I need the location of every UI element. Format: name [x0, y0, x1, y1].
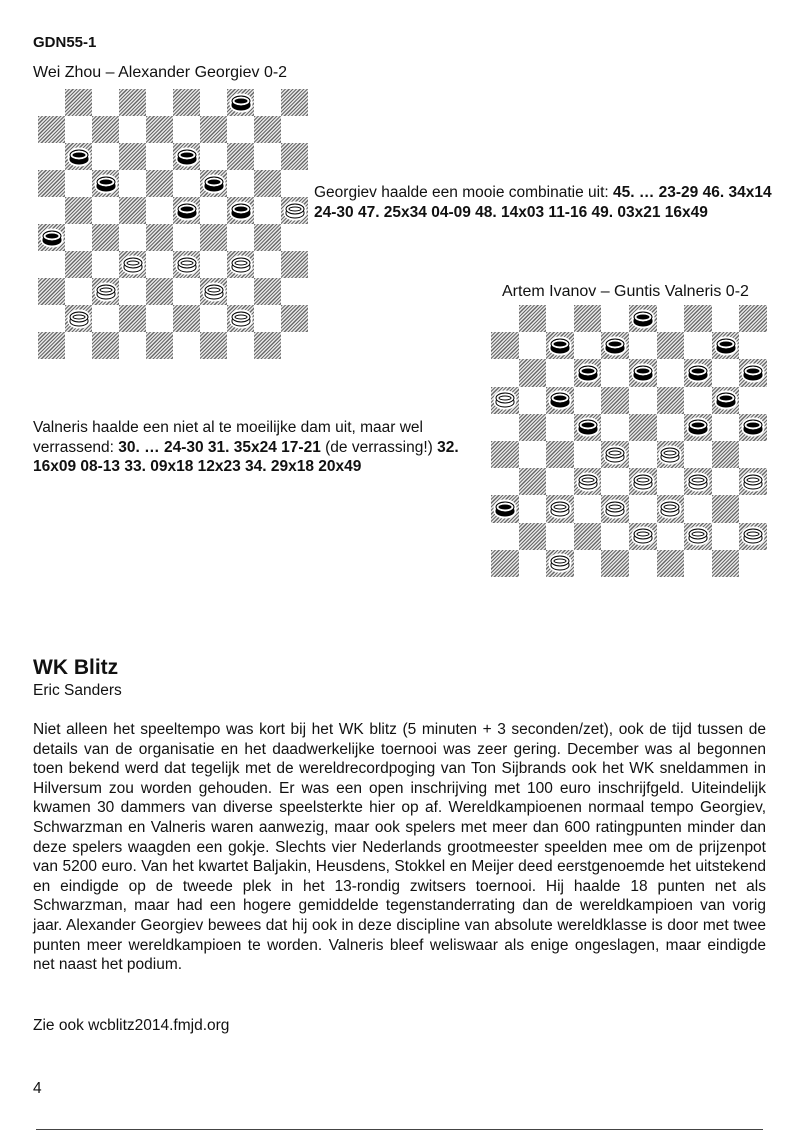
- light-square: [629, 495, 657, 522]
- dark-square: [601, 495, 629, 522]
- light-square: [657, 359, 685, 386]
- dark-square: [200, 332, 227, 359]
- white-piece-icon: [177, 257, 196, 272]
- dark-square: [119, 305, 146, 332]
- light-square: [684, 332, 712, 359]
- black-piece-icon: [177, 149, 196, 164]
- light-square: [657, 523, 685, 550]
- light-square: [739, 495, 767, 522]
- game2-moves-a: 30. … 24-30 31. 35x24 17-21: [118, 438, 321, 456]
- dark-square: [684, 359, 712, 386]
- dark-square: [519, 523, 547, 550]
- light-square: [657, 305, 685, 332]
- light-square: [173, 116, 200, 143]
- dark-square: [38, 332, 65, 359]
- white-piece-icon: [495, 393, 514, 408]
- light-square: [629, 332, 657, 359]
- black-piece-icon: [204, 176, 223, 191]
- dark-square: [629, 523, 657, 550]
- dark-square: [119, 143, 146, 170]
- light-square: [65, 170, 92, 197]
- dark-square: [146, 278, 173, 305]
- light-square: [281, 224, 308, 251]
- dark-square: [119, 197, 146, 224]
- light-square: [546, 414, 574, 441]
- light-square: [684, 550, 712, 577]
- light-square: [629, 387, 657, 414]
- white-piece-icon: [123, 257, 142, 272]
- black-piece-icon: [578, 365, 597, 380]
- dark-square: [119, 251, 146, 278]
- dark-square: [491, 495, 519, 522]
- light-square: [200, 251, 227, 278]
- light-square: [92, 143, 119, 170]
- light-square: [712, 305, 740, 332]
- dark-square: [173, 251, 200, 278]
- dark-square: [173, 197, 200, 224]
- dark-square: [546, 495, 574, 522]
- article-title: WK Blitz: [33, 656, 119, 679]
- light-square: [200, 143, 227, 170]
- light-square: [65, 278, 92, 305]
- white-piece-icon: [661, 501, 680, 516]
- black-piece-icon: [177, 203, 196, 218]
- light-square: [254, 251, 281, 278]
- light-square: [519, 495, 547, 522]
- white-piece-icon: [606, 501, 625, 516]
- dark-square: [601, 387, 629, 414]
- light-square: [254, 89, 281, 116]
- light-square: [601, 414, 629, 441]
- light-square: [227, 116, 254, 143]
- light-square: [38, 305, 65, 332]
- dark-square: [546, 441, 574, 468]
- dark-square: [65, 89, 92, 116]
- dark-square: [739, 305, 767, 332]
- dark-square: [739, 359, 767, 386]
- game2-caption-mid: (de verrassing!): [320, 438, 438, 456]
- light-square: [712, 523, 740, 550]
- dark-square: [712, 441, 740, 468]
- game2-title: Artem Ivanov – Guntis Valneris 0-2: [502, 283, 749, 300]
- page-number: 4: [33, 1080, 42, 1097]
- game2-caption-intro: Valneris haalde een niet al te moeilijke dam uit, maar wel verrassend:: [33, 419, 423, 456]
- dark-square: [92, 332, 119, 359]
- dark-square: [200, 278, 227, 305]
- dark-square: [739, 414, 767, 441]
- light-square: [601, 468, 629, 495]
- dark-square: [65, 143, 92, 170]
- dark-square: [92, 278, 119, 305]
- dark-square: [227, 143, 254, 170]
- dark-square: [574, 359, 602, 386]
- light-square: [200, 197, 227, 224]
- black-piece-icon: [231, 203, 250, 218]
- light-square: [146, 197, 173, 224]
- light-square: [119, 224, 146, 251]
- dark-square: [92, 170, 119, 197]
- light-square: [92, 251, 119, 278]
- dark-square: [227, 305, 254, 332]
- black-piece-icon: [744, 365, 763, 380]
- white-piece-icon: [688, 529, 707, 544]
- light-square: [684, 441, 712, 468]
- dark-square: [574, 305, 602, 332]
- light-square: [92, 89, 119, 116]
- dark-square: [200, 116, 227, 143]
- dark-square: [146, 170, 173, 197]
- light-square: [546, 359, 574, 386]
- light-square: [173, 332, 200, 359]
- article-body: Niet alleen het speeltempo was kort bij het WK blitz (5 minuten + 3 seconden/zet), ook de tijd tussen de details van de organisatie en het daadwerkelijke toernooi was zeer gering. December was al begonnen toen bekend werd dat tegelijk met de wereldrecordpoging van Ton Sijbrands ook het WK sneldammen in Hilversum zou worden gehouden. Er was een open inschrijving met 100 euro inschrijfgeld. Uiteindelijk kwamen 30 dammers van diverse speelsterkte hier op af. Wereldkampioenen normaal tempo Georgiev, Schwarzman en Valneris waren aanwezig, maar ook spelers met meer dan 600 ratingpunten minder dan deze spelers waagden een gokje. Slechts vier Nederlands grootmeester speelden mee om de prijzenpot van 5200 euro. Van het kwartet Baljakin, Heusdens, Stokkel en Meijer deed eerstgenoemde het uitstekend en eindigde op de tweede plek in het 13-rondig zwitsers toernooi. Hij haalde 18 punten net als Schwarzman, maar had een hogere gemiddelde tegenstanderrating dan de wereldkampioen van vorig jaar. Alexander Georgiev bewees dat hij ook in deze discipline van absolute wereldklasse is door met twee punten meer wereldkampioen te worden. Valneris bleef weliswaar als enige ongeslagen, maar eindigde net naast het podium.: [33, 721, 766, 974]
- dark-square: [491, 441, 519, 468]
- light-square: [281, 332, 308, 359]
- light-square: [254, 197, 281, 224]
- article-author: Eric Sanders: [33, 682, 122, 699]
- game1-title: Wei Zhou – Alexander Georgiev 0-2: [33, 64, 288, 81]
- light-square: [519, 441, 547, 468]
- light-square: [491, 414, 519, 441]
- light-square: [92, 197, 119, 224]
- dark-square: [65, 305, 92, 332]
- dark-square: [227, 89, 254, 116]
- dark-square: [519, 359, 547, 386]
- dark-square: [574, 468, 602, 495]
- light-square: [601, 305, 629, 332]
- dark-square: [601, 550, 629, 577]
- light-square: [629, 441, 657, 468]
- light-square: [546, 305, 574, 332]
- dark-square: [38, 170, 65, 197]
- dark-square: [254, 332, 281, 359]
- dark-square: [173, 305, 200, 332]
- dark-square: [281, 143, 308, 170]
- black-piece-icon: [716, 393, 735, 408]
- dark-square: [684, 305, 712, 332]
- light-square: [491, 468, 519, 495]
- white-piece-icon: [606, 447, 625, 462]
- dark-square: [519, 468, 547, 495]
- dark-square: [601, 332, 629, 359]
- light-square: [38, 251, 65, 278]
- light-square: [684, 387, 712, 414]
- dark-square: [712, 550, 740, 577]
- light-square: [227, 170, 254, 197]
- light-square: [739, 550, 767, 577]
- black-piece-icon: [578, 420, 597, 435]
- dark-square: [739, 523, 767, 550]
- light-square: [712, 359, 740, 386]
- light-square: [254, 143, 281, 170]
- dark-square: [254, 224, 281, 251]
- dark-square: [281, 197, 308, 224]
- see-also-link[interactable]: Zie ook wcblitz2014.fmjd.org: [33, 1017, 230, 1034]
- dark-square: [92, 116, 119, 143]
- black-piece-icon: [606, 338, 625, 353]
- dark-square: [146, 116, 173, 143]
- dark-square: [657, 332, 685, 359]
- dark-square: [200, 224, 227, 251]
- light-square: [519, 332, 547, 359]
- white-piece-icon: [285, 203, 304, 218]
- dark-square: [629, 359, 657, 386]
- white-piece-icon: [550, 556, 569, 571]
- black-piece-icon: [495, 501, 514, 516]
- dark-square: [491, 550, 519, 577]
- white-piece-icon: [204, 284, 223, 299]
- game1-board: [38, 89, 308, 359]
- dark-square: [684, 468, 712, 495]
- dark-square: [574, 414, 602, 441]
- light-square: [739, 387, 767, 414]
- black-piece-icon: [96, 176, 115, 191]
- white-piece-icon: [96, 284, 115, 299]
- dark-square: [119, 89, 146, 116]
- dark-square: [65, 197, 92, 224]
- dark-square: [38, 116, 65, 143]
- dark-square: [657, 495, 685, 522]
- white-piece-icon: [578, 474, 597, 489]
- white-piece-icon: [744, 474, 763, 489]
- white-piece-icon: [550, 501, 569, 516]
- dark-square: [574, 523, 602, 550]
- black-piece-icon: [550, 393, 569, 408]
- light-square: [739, 441, 767, 468]
- light-square: [173, 224, 200, 251]
- dark-square: [546, 387, 574, 414]
- light-square: [146, 143, 173, 170]
- light-square: [227, 278, 254, 305]
- light-square: [38, 197, 65, 224]
- dark-square: [546, 550, 574, 577]
- light-square: [92, 305, 119, 332]
- white-piece-icon: [69, 311, 88, 326]
- dark-square: [491, 332, 519, 359]
- light-square: [173, 170, 200, 197]
- dark-square: [254, 278, 281, 305]
- dark-square: [684, 414, 712, 441]
- light-square: [227, 224, 254, 251]
- light-square: [657, 414, 685, 441]
- dark-square: [712, 495, 740, 522]
- light-square: [173, 278, 200, 305]
- dark-square: [173, 143, 200, 170]
- light-square: [119, 278, 146, 305]
- light-square: [146, 251, 173, 278]
- light-square: [519, 387, 547, 414]
- light-square: [281, 116, 308, 143]
- game2-moves-b: 32. 16x09 08-13 33. 09x18 12x23 34. 29x18 20x49: [33, 438, 459, 475]
- footer-rule: [36, 1129, 763, 1130]
- black-piece-icon: [716, 338, 735, 353]
- light-square: [38, 89, 65, 116]
- dark-square: [601, 441, 629, 468]
- light-square: [65, 332, 92, 359]
- light-square: [519, 550, 547, 577]
- dark-square: [38, 278, 65, 305]
- dark-square: [38, 224, 65, 251]
- white-piece-icon: [688, 474, 707, 489]
- light-square: [119, 170, 146, 197]
- black-piece-icon: [744, 420, 763, 435]
- dark-square: [146, 332, 173, 359]
- dark-square: [254, 116, 281, 143]
- dark-square: [629, 414, 657, 441]
- light-square: [712, 414, 740, 441]
- dark-square: [173, 89, 200, 116]
- light-square: [574, 550, 602, 577]
- dark-square: [254, 170, 281, 197]
- dark-square: [519, 414, 547, 441]
- dark-square: [629, 468, 657, 495]
- white-piece-icon: [744, 529, 763, 544]
- game2-caption: [33, 418, 493, 477]
- dark-square: [281, 89, 308, 116]
- black-piece-icon: [633, 365, 652, 380]
- white-piece-icon: [661, 447, 680, 462]
- document-id: GDN55-1: [33, 34, 97, 51]
- light-square: [146, 89, 173, 116]
- light-square: [146, 305, 173, 332]
- dark-square: [92, 224, 119, 251]
- light-square: [574, 387, 602, 414]
- black-piece-icon: [231, 95, 250, 110]
- game2-board: [491, 305, 767, 577]
- light-square: [657, 468, 685, 495]
- light-square: [254, 305, 281, 332]
- dark-square: [227, 197, 254, 224]
- light-square: [200, 89, 227, 116]
- light-square: [712, 468, 740, 495]
- black-piece-icon: [688, 420, 707, 435]
- game1-moves: 45. … 23-29 46. 34x14 24-30 47. 25x34 04-09 48. 14x03 11-16 49. 03x21 16x49: [314, 184, 772, 221]
- dark-square: [281, 251, 308, 278]
- game1-caption: [314, 183, 784, 222]
- black-piece-icon: [69, 149, 88, 164]
- dark-square: [657, 441, 685, 468]
- dark-square: [657, 387, 685, 414]
- light-square: [281, 278, 308, 305]
- light-square: [119, 116, 146, 143]
- dark-square: [712, 332, 740, 359]
- dark-square: [546, 332, 574, 359]
- light-square: [38, 143, 65, 170]
- dark-square: [227, 251, 254, 278]
- light-square: [546, 523, 574, 550]
- dark-square: [739, 468, 767, 495]
- light-square: [491, 305, 519, 332]
- light-square: [281, 170, 308, 197]
- light-square: [574, 441, 602, 468]
- white-piece-icon: [633, 474, 652, 489]
- light-square: [601, 523, 629, 550]
- dark-square: [712, 387, 740, 414]
- dark-square: [281, 305, 308, 332]
- light-square: [684, 495, 712, 522]
- light-square: [546, 468, 574, 495]
- dark-square: [146, 224, 173, 251]
- dark-square: [657, 550, 685, 577]
- black-piece-icon: [688, 365, 707, 380]
- dark-square: [65, 251, 92, 278]
- light-square: [65, 224, 92, 251]
- light-square: [739, 332, 767, 359]
- light-square: [119, 332, 146, 359]
- dark-square: [491, 387, 519, 414]
- light-square: [629, 550, 657, 577]
- light-square: [65, 116, 92, 143]
- light-square: [574, 332, 602, 359]
- white-piece-icon: [231, 257, 250, 272]
- light-square: [574, 495, 602, 522]
- dark-square: [200, 170, 227, 197]
- dark-square: [629, 305, 657, 332]
- black-piece-icon: [42, 230, 61, 245]
- black-piece-icon: [633, 311, 652, 326]
- game1-caption-intro: Georgiev haalde een mooie combinatie uit:: [314, 184, 613, 201]
- light-square: [200, 305, 227, 332]
- light-square: [227, 332, 254, 359]
- white-piece-icon: [633, 529, 652, 544]
- white-piece-icon: [231, 311, 250, 326]
- dark-square: [684, 523, 712, 550]
- dark-square: [519, 305, 547, 332]
- light-square: [491, 359, 519, 386]
- black-piece-icon: [550, 338, 569, 353]
- light-square: [601, 359, 629, 386]
- light-square: [491, 523, 519, 550]
